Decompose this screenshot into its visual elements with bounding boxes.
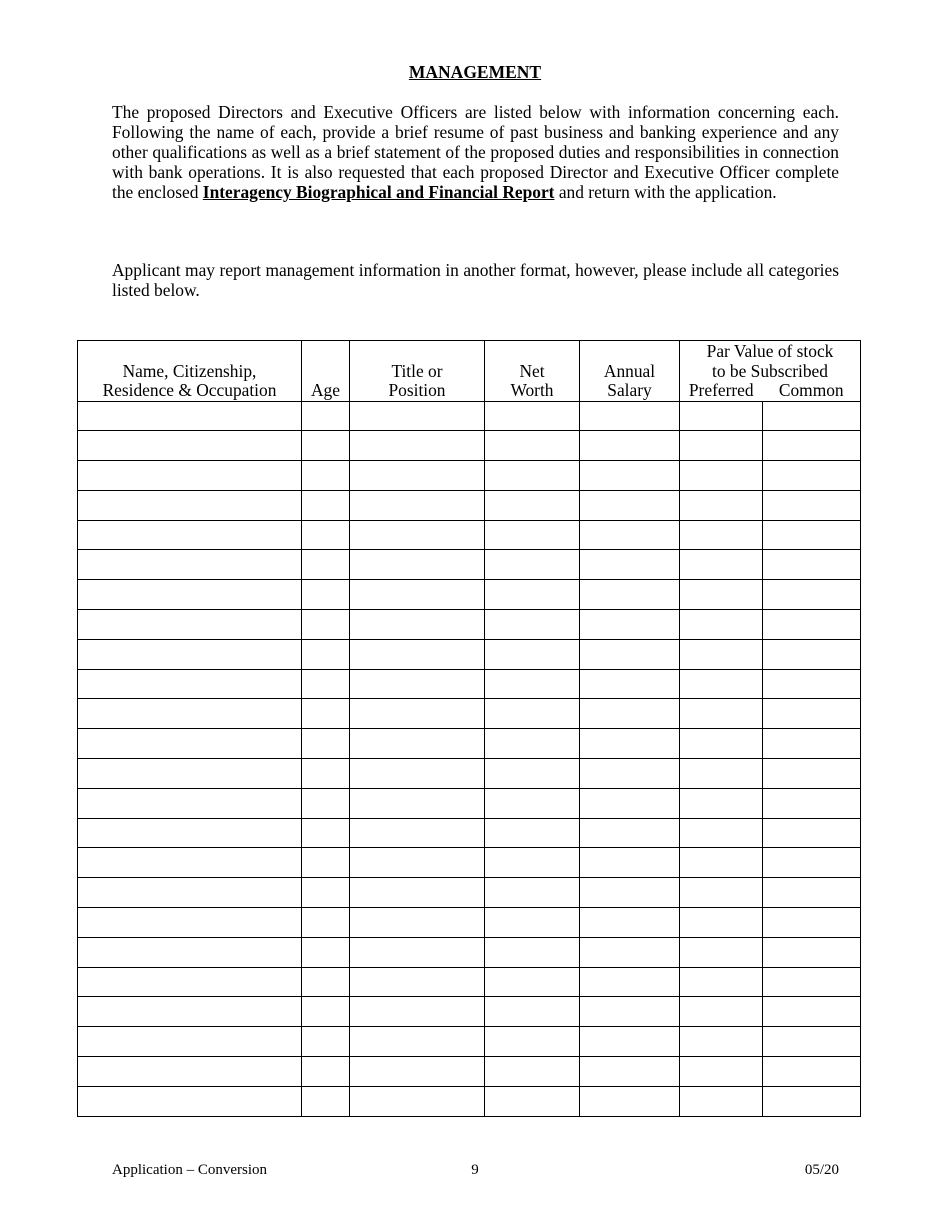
cell-age[interactable] — [302, 610, 350, 640]
cell-annual-salary[interactable] — [580, 1057, 680, 1087]
cell-preferred[interactable] — [680, 1057, 763, 1087]
cell-net-worth[interactable] — [485, 729, 580, 759]
table-row — [78, 610, 861, 640]
cell-preferred[interactable] — [680, 1086, 763, 1116]
col-header-title: Title or Position — [350, 341, 485, 402]
format-note-paragraph: Applicant may report management information in another format, however, please include all categories listed below. — [112, 260, 839, 300]
cell-name[interactable] — [78, 1027, 302, 1057]
footer-page-number: 9 — [471, 1162, 479, 1178]
cell-annual-salary[interactable] — [580, 967, 680, 997]
table-row — [78, 461, 861, 491]
cell-annual-salary[interactable] — [580, 997, 680, 1027]
cell-age[interactable] — [302, 669, 350, 699]
cell-title[interactable] — [350, 699, 485, 729]
cell-title[interactable] — [350, 490, 485, 520]
cell-preferred[interactable] — [680, 520, 763, 550]
cell-common[interactable] — [763, 848, 861, 878]
cell-net-worth[interactable] — [485, 520, 580, 550]
cell-age[interactable] — [302, 520, 350, 550]
table-row — [78, 639, 861, 669]
col-header-annual-salary: Annual Salary — [580, 341, 680, 402]
cell-title[interactable] — [350, 580, 485, 610]
table-row — [78, 759, 861, 789]
cell-title[interactable] — [350, 878, 485, 908]
table-row — [78, 669, 861, 699]
cell-title[interactable] — [350, 1027, 485, 1057]
cell-name[interactable] — [78, 1086, 302, 1116]
cell-common[interactable] — [763, 967, 861, 997]
cell-common[interactable] — [763, 908, 861, 938]
cell-age[interactable] — [302, 699, 350, 729]
cell-title[interactable] — [350, 520, 485, 550]
cell-age[interactable] — [302, 788, 350, 818]
cell-net-worth[interactable] — [485, 1027, 580, 1057]
cell-age[interactable] — [302, 818, 350, 848]
cell-age[interactable] — [302, 639, 350, 669]
cell-net-worth[interactable] — [485, 461, 580, 491]
cell-title[interactable] — [350, 461, 485, 491]
cell-common[interactable] — [763, 878, 861, 908]
cell-common[interactable] — [763, 520, 861, 550]
cell-name[interactable] — [78, 490, 302, 520]
cell-name[interactable] — [78, 729, 302, 759]
cell-title[interactable] — [350, 788, 485, 818]
cell-title[interactable] — [350, 908, 485, 938]
cell-title[interactable] — [350, 848, 485, 878]
cell-net-worth[interactable] — [485, 908, 580, 938]
intro-text-before: The proposed Directors and Executive Officers are listed below with information concerning each. Following the name of each, provide a brief resume of past business and banking experience and any other qualifications as well as a brief statement of the proposed duties and responsibilities in connection with bank operations. It is also requested that each proposed Director and Executive Officer complete the enclosed — [112, 102, 839, 202]
table-row — [78, 818, 861, 848]
cell-age[interactable] — [302, 490, 350, 520]
cell-preferred[interactable] — [680, 967, 763, 997]
table-row — [78, 699, 861, 729]
cell-age[interactable] — [302, 461, 350, 491]
table-row — [78, 937, 861, 967]
cell-annual-salary[interactable] — [580, 520, 680, 550]
col-header-common: Common — [763, 381, 861, 401]
table-header-row-top — [78, 341, 861, 382]
cell-age[interactable] — [302, 580, 350, 610]
cell-net-worth[interactable] — [485, 550, 580, 580]
cell-net-worth[interactable] — [485, 580, 580, 610]
cell-name[interactable] — [78, 967, 302, 997]
cell-net-worth[interactable] — [485, 669, 580, 699]
cell-preferred[interactable] — [680, 669, 763, 699]
cell-preferred[interactable] — [680, 610, 763, 640]
table-row — [78, 878, 861, 908]
cell-common[interactable] — [763, 997, 861, 1027]
col-header-name: Name, Citizenship, Residence & Occupation — [78, 341, 302, 402]
col-header-net-worth: Net Worth — [485, 341, 580, 402]
cell-preferred[interactable] — [680, 490, 763, 520]
cell-name[interactable] — [78, 759, 302, 789]
cell-common[interactable] — [763, 1027, 861, 1057]
cell-common[interactable] — [763, 759, 861, 789]
cell-common[interactable] — [763, 550, 861, 580]
cell-preferred[interactable] — [680, 729, 763, 759]
cell-preferred[interactable] — [680, 878, 763, 908]
cell-title[interactable] — [350, 967, 485, 997]
cell-net-worth[interactable] — [485, 699, 580, 729]
cell-name[interactable] — [78, 580, 302, 610]
cell-common[interactable] — [763, 490, 861, 520]
cell-annual-salary[interactable] — [580, 639, 680, 669]
cell-age[interactable] — [302, 908, 350, 938]
cell-title[interactable] — [350, 937, 485, 967]
cell-preferred[interactable] — [680, 401, 763, 431]
cell-preferred[interactable] — [680, 908, 763, 938]
cell-annual-salary[interactable] — [580, 878, 680, 908]
cell-common[interactable] — [763, 669, 861, 699]
cell-age[interactable] — [302, 729, 350, 759]
cell-title[interactable] — [350, 997, 485, 1027]
cell-age[interactable] — [302, 759, 350, 789]
cell-name[interactable] — [78, 878, 302, 908]
cell-preferred[interactable] — [680, 818, 763, 848]
cell-preferred[interactable] — [680, 788, 763, 818]
cell-common[interactable] — [763, 699, 861, 729]
cell-annual-salary[interactable] — [580, 908, 680, 938]
cell-title[interactable] — [350, 610, 485, 640]
cell-annual-salary[interactable] — [580, 550, 680, 580]
management-table — [77, 340, 861, 1117]
cell-common[interactable] — [763, 937, 861, 967]
table-row — [78, 431, 861, 461]
cell-common[interactable] — [763, 788, 861, 818]
cell-title[interactable] — [350, 1057, 485, 1087]
cell-name[interactable] — [78, 997, 302, 1027]
cell-annual-salary[interactable] — [580, 610, 680, 640]
cell-common[interactable] — [763, 431, 861, 461]
cell-annual-salary[interactable] — [580, 431, 680, 461]
cell-net-worth[interactable] — [485, 848, 580, 878]
cell-age[interactable] — [302, 967, 350, 997]
table-row — [78, 848, 861, 878]
cell-name[interactable] — [78, 550, 302, 580]
cell-annual-salary[interactable] — [580, 818, 680, 848]
cell-net-worth[interactable] — [485, 1086, 580, 1116]
cell-annual-salary[interactable] — [580, 490, 680, 520]
cell-preferred[interactable] — [680, 461, 763, 491]
cell-common[interactable] — [763, 610, 861, 640]
cell-name[interactable] — [78, 520, 302, 550]
cell-preferred[interactable] — [680, 1027, 763, 1057]
cell-age[interactable] — [302, 1057, 350, 1087]
cell-title[interactable] — [350, 669, 485, 699]
cell-name[interactable] — [78, 669, 302, 699]
table-row — [78, 908, 861, 938]
cell-preferred[interactable] — [680, 848, 763, 878]
col-header-par-value: Par Value of stock to be Subscribed — [680, 341, 861, 382]
cell-preferred[interactable] — [680, 639, 763, 669]
cell-preferred[interactable] — [680, 997, 763, 1027]
cell-net-worth[interactable] — [485, 490, 580, 520]
cell-name[interactable] — [78, 818, 302, 848]
col-header-age: Age — [302, 341, 350, 402]
cell-annual-salary[interactable] — [580, 1027, 680, 1057]
cell-name[interactable] — [78, 908, 302, 938]
cell-name[interactable] — [78, 848, 302, 878]
table-row — [78, 788, 861, 818]
cell-annual-salary[interactable] — [580, 401, 680, 431]
cell-net-worth[interactable] — [485, 759, 580, 789]
cell-name[interactable] — [78, 431, 302, 461]
table-row — [78, 520, 861, 550]
cell-name[interactable] — [78, 610, 302, 640]
cell-title[interactable] — [350, 550, 485, 580]
cell-name[interactable] — [78, 1057, 302, 1087]
table-row — [78, 1027, 861, 1057]
cell-name[interactable] — [78, 788, 302, 818]
report-reference: Interagency Biographical and Financial Report — [202, 182, 555, 202]
cell-common[interactable] — [763, 580, 861, 610]
table-row — [78, 997, 861, 1027]
cell-annual-salary[interactable] — [580, 1086, 680, 1116]
cell-net-worth[interactable] — [485, 401, 580, 431]
intro-paragraph — [112, 102, 839, 202]
cell-age[interactable] — [302, 401, 350, 431]
cell-age[interactable] — [302, 997, 350, 1027]
cell-net-worth[interactable] — [485, 967, 580, 997]
cell-preferred[interactable] — [680, 550, 763, 580]
col-header-preferred: Preferred — [680, 381, 763, 401]
cell-net-worth[interactable] — [485, 610, 580, 640]
cell-age[interactable] — [302, 878, 350, 908]
cell-title[interactable] — [350, 1086, 485, 1116]
table-row — [78, 1057, 861, 1087]
cell-age[interactable] — [302, 937, 350, 967]
table-row — [78, 401, 861, 431]
cell-annual-salary[interactable] — [580, 848, 680, 878]
cell-common[interactable] — [763, 639, 861, 669]
table-row — [78, 729, 861, 759]
cell-age[interactable] — [302, 550, 350, 580]
cell-name[interactable] — [78, 639, 302, 669]
cell-age[interactable] — [302, 848, 350, 878]
table-row — [78, 550, 861, 580]
cell-title[interactable] — [350, 639, 485, 669]
cell-name[interactable] — [78, 937, 302, 967]
cell-common[interactable] — [763, 1086, 861, 1116]
cell-preferred[interactable] — [680, 580, 763, 610]
table-row — [78, 580, 861, 610]
cell-preferred[interactable] — [680, 431, 763, 461]
cell-name[interactable] — [78, 699, 302, 729]
cell-net-worth[interactable] — [485, 937, 580, 967]
cell-preferred[interactable] — [680, 937, 763, 967]
cell-net-worth[interactable] — [485, 997, 580, 1027]
footer-form-name: Application – Conversion — [112, 1162, 267, 1178]
cell-annual-salary[interactable] — [580, 461, 680, 491]
cell-preferred[interactable] — [680, 699, 763, 729]
cell-title[interactable] — [350, 431, 485, 461]
cell-annual-salary[interactable] — [580, 669, 680, 699]
cell-common[interactable] — [763, 818, 861, 848]
cell-annual-salary[interactable] — [580, 759, 680, 789]
cell-age[interactable] — [302, 1086, 350, 1116]
cell-net-worth[interactable] — [485, 878, 580, 908]
cell-title[interactable] — [350, 729, 485, 759]
intro-text-after: and return with the application. — [554, 182, 777, 202]
cell-name[interactable] — [78, 401, 302, 431]
cell-net-worth[interactable] — [485, 788, 580, 818]
cell-annual-salary[interactable] — [580, 937, 680, 967]
cell-name[interactable] — [78, 461, 302, 491]
cell-preferred[interactable] — [680, 759, 763, 789]
cell-common[interactable] — [763, 1057, 861, 1087]
cell-annual-salary[interactable] — [580, 580, 680, 610]
cell-net-worth[interactable] — [485, 818, 580, 848]
cell-title[interactable] — [350, 759, 485, 789]
cell-age[interactable] — [302, 1027, 350, 1057]
table-row — [78, 490, 861, 520]
cell-net-worth[interactable] — [485, 431, 580, 461]
table-row — [78, 1086, 861, 1116]
cell-common[interactable] — [763, 729, 861, 759]
cell-common[interactable] — [763, 461, 861, 491]
cell-annual-salary[interactable] — [580, 729, 680, 759]
management-table-body — [78, 401, 861, 1116]
cell-title[interactable] — [350, 818, 485, 848]
footer-revision-date: 05/20 — [804, 1162, 839, 1178]
cell-net-worth[interactable] — [485, 1057, 580, 1087]
table-row — [78, 967, 861, 997]
cell-age[interactable] — [302, 431, 350, 461]
cell-net-worth[interactable] — [485, 639, 580, 669]
page-title: MANAGEMENT — [408, 62, 542, 82]
cell-annual-salary[interactable] — [580, 699, 680, 729]
cell-annual-salary[interactable] — [580, 788, 680, 818]
cell-common[interactable] — [763, 401, 861, 431]
cell-title[interactable] — [350, 401, 485, 431]
